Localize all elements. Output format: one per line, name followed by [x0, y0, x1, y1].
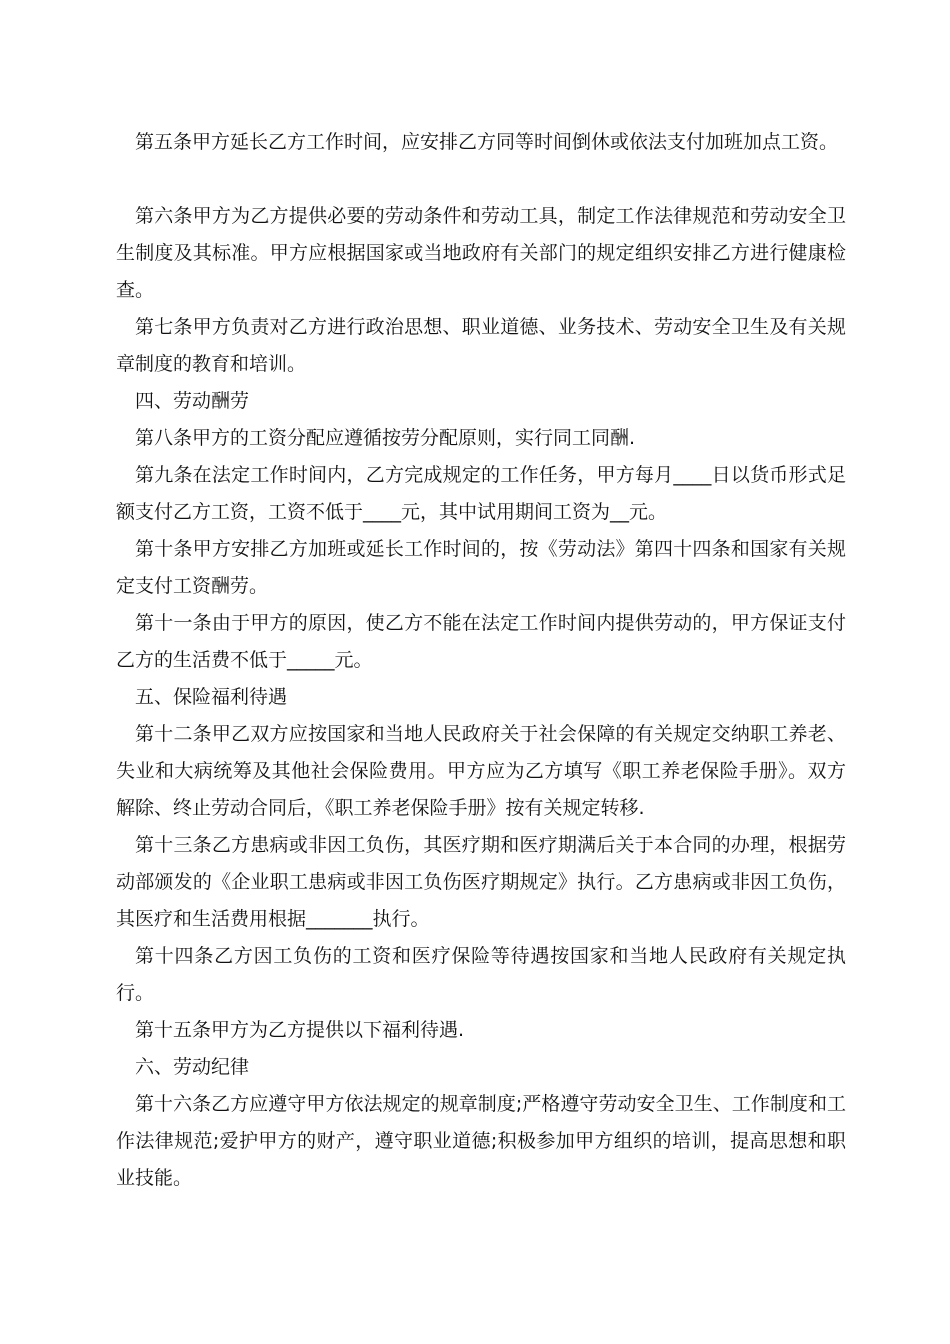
article-14: 第十四条乙方因工负伤的工资和医疗保险等待遇按国家和当地人民政府有关规定执行。 [116, 945, 846, 1004]
article-11: 第十一条由于甲方的原因，使乙方不能在法定工作时间内提供劳动的，甲方保证支付乙方的生活费不低于_____元。 [116, 612, 846, 671]
document-body [116, 124, 846, 1197]
section-heading-insurance: 五、保险福利待遇 [135, 686, 288, 708]
article-12: 第十二条甲乙双方应按国家和当地人民政府关于社会保障的有关规定交纳职工养老、失业和大病统筹及其他社会保险费用。甲方应为乙方填写《职工养老保险手册》。双方解除、终止劳动合同后，《职工养老保险手册》按有关规定转移. [116, 723, 846, 819]
article-16: 第十六条乙方应遵守甲方依法规定的规章制度;严格遵守劳动安全卫生、工作制度和工作法律规范;爱护甲方的财产，遵守职业道德;积极参加甲方组织的培训，提高思想和职业技能。 [116, 1093, 846, 1189]
section-heading-remuneration: 四、劳动酬劳 [135, 390, 250, 412]
article-13: 第十三条乙方患病或非因工负伤，其医疗期和医疗期满后关于本合同的办理，根据劳动部颁发的《企业职工患病或非因工负伤医疗期规定》执行。乙方患病或非因工负伤，其医疗和生活费用根据_______执行。 [116, 834, 846, 930]
article-9: 第九条在法定工作时间内，乙方完成规定的工作任务，甲方每月____日以货币形式足额支付乙方工资，工资不低于____元，其中试用期间工资为__元。 [116, 464, 846, 523]
section-heading-discipline: 六、劳动纪律 [135, 1056, 250, 1078]
article-8: 第八条甲方的工资分配应遵循按劳分配原则，实行同工同酬. [135, 427, 636, 449]
article-10: 第十条甲方安排乙方加班或延长工作时间的，按《劳动法》第四十四条和国家有关规定支付工资酬劳。 [116, 538, 846, 597]
article-7: 第七条甲方负责对乙方进行政治思想、职业道德、业务技术、劳动安全卫生及有关规章制度的教育和培训。 [116, 316, 846, 375]
article-6: 第六条甲方为乙方提供必要的劳动条件和劳动工具，制定工作法律规范和劳动安全卫生制度及其标准。甲方应根据国家或当地政府有关部门的规定组织安排乙方进行健康检查。 [116, 205, 846, 301]
article-5: 第五条甲方延长乙方工作时间，应安排乙方同等时间倒休或依法支付加班加点工资。 [135, 131, 839, 153]
article-15: 第十五条甲方为乙方提供以下福利待遇. [135, 1019, 465, 1041]
